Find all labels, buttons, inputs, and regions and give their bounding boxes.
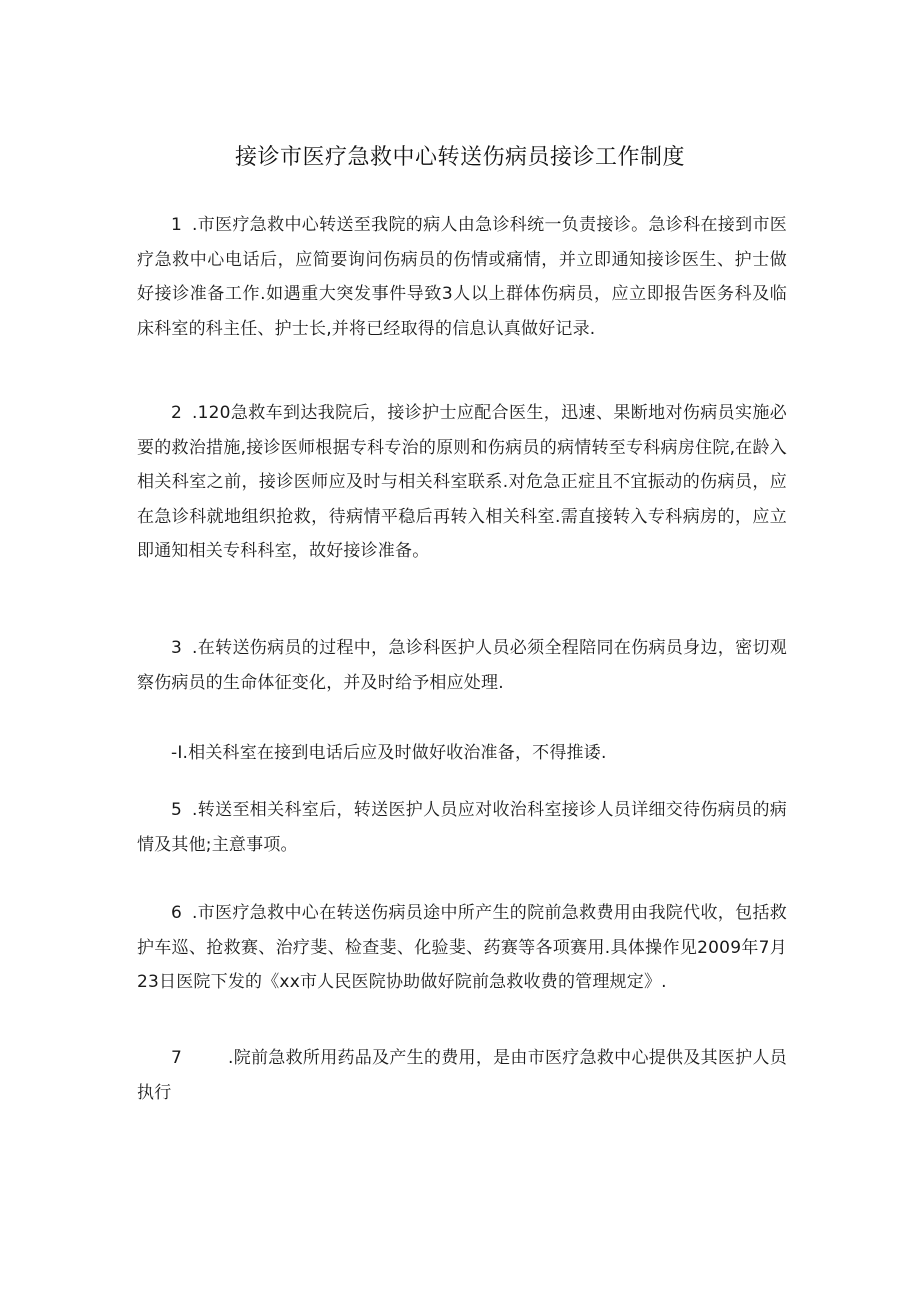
paragraph-number: 6	[171, 903, 183, 923]
paragraph-text: .院前急救所用药品及产生的费用，是由市医疗急救中心提供及其医护人员执行	[137, 1048, 787, 1103]
paragraph-number: 2	[171, 403, 183, 423]
paragraph-text: .市医疗急救中心在转送伤病员途中所产生的院前急救费用由我院代收，包括救护车巡、抢救赛、治疗斐、检查斐、化验斐、药赛等各项赛用.具体操作见2009年7月23日医院下发的《xx市人民医院协助做好院前急救收费的管理规定》.	[137, 903, 787, 992]
paragraph-number: 1	[171, 215, 183, 235]
paragraph-number: 3	[171, 638, 183, 658]
document-title: 接诊市医疗急救中心转送伤病员接诊工作制度	[234, 145, 685, 170]
paragraph-3	[137, 631, 787, 700]
paragraph-number: 7	[171, 1048, 183, 1068]
paragraph-text: -I.相关科室在接到电话后应及时做好收治准备，不得推诿.	[171, 743, 607, 763]
paragraph-6	[137, 896, 787, 1000]
paragraph-text: .120急救车到达我院后，接诊护士应配合医生，迅速、果断地对伤病员实施必要的救治措施,接诊医师根据专科专治的原则和伤病员的病情转至专科病房住院,在龄入相关科室之前，接诊医师应及时与相关科室联系.对危急正症且不宜振动的伤病员，应在急诊科就地组织抢救，待病情平稳后再转入相关科室.需直接转入专科病房的，应立即通知相关专科科室，故好接诊准备。	[137, 403, 787, 561]
paragraph-text: .转送至相关科室后，转送医护人员应对收治科室接诊人员详细交待伤病员的病情及其他;主意事项。	[137, 800, 787, 855]
paragraph-5	[137, 793, 787, 862]
paragraph-2	[137, 396, 787, 569]
paragraph-1	[137, 208, 787, 346]
paragraph-7	[137, 1041, 787, 1110]
paragraph-4	[137, 736, 787, 771]
paragraph-text: .在转送伤病员的过程中，急诊科医护人员必须全程陪同在伤病员身边，密切观察伤病员的生命体征变化，并及时给予相应处理.	[137, 638, 787, 693]
paragraph-text: .市医疗急救中心转送至我院的病人由急诊科统一负责接诊。急诊科在接到市医疗急救中心电话后，应简要询问伤病员的伤情或痛情，并立即通知接诊医生、护士做好接诊准备工作.如遇重大突发事件导致3人以上群体伤病员，应立即报告医务科及临床科室的科主任、护士长,并将已经取得的信息认真做好记录.	[137, 215, 787, 339]
paragraph-number: 5	[171, 800, 183, 820]
